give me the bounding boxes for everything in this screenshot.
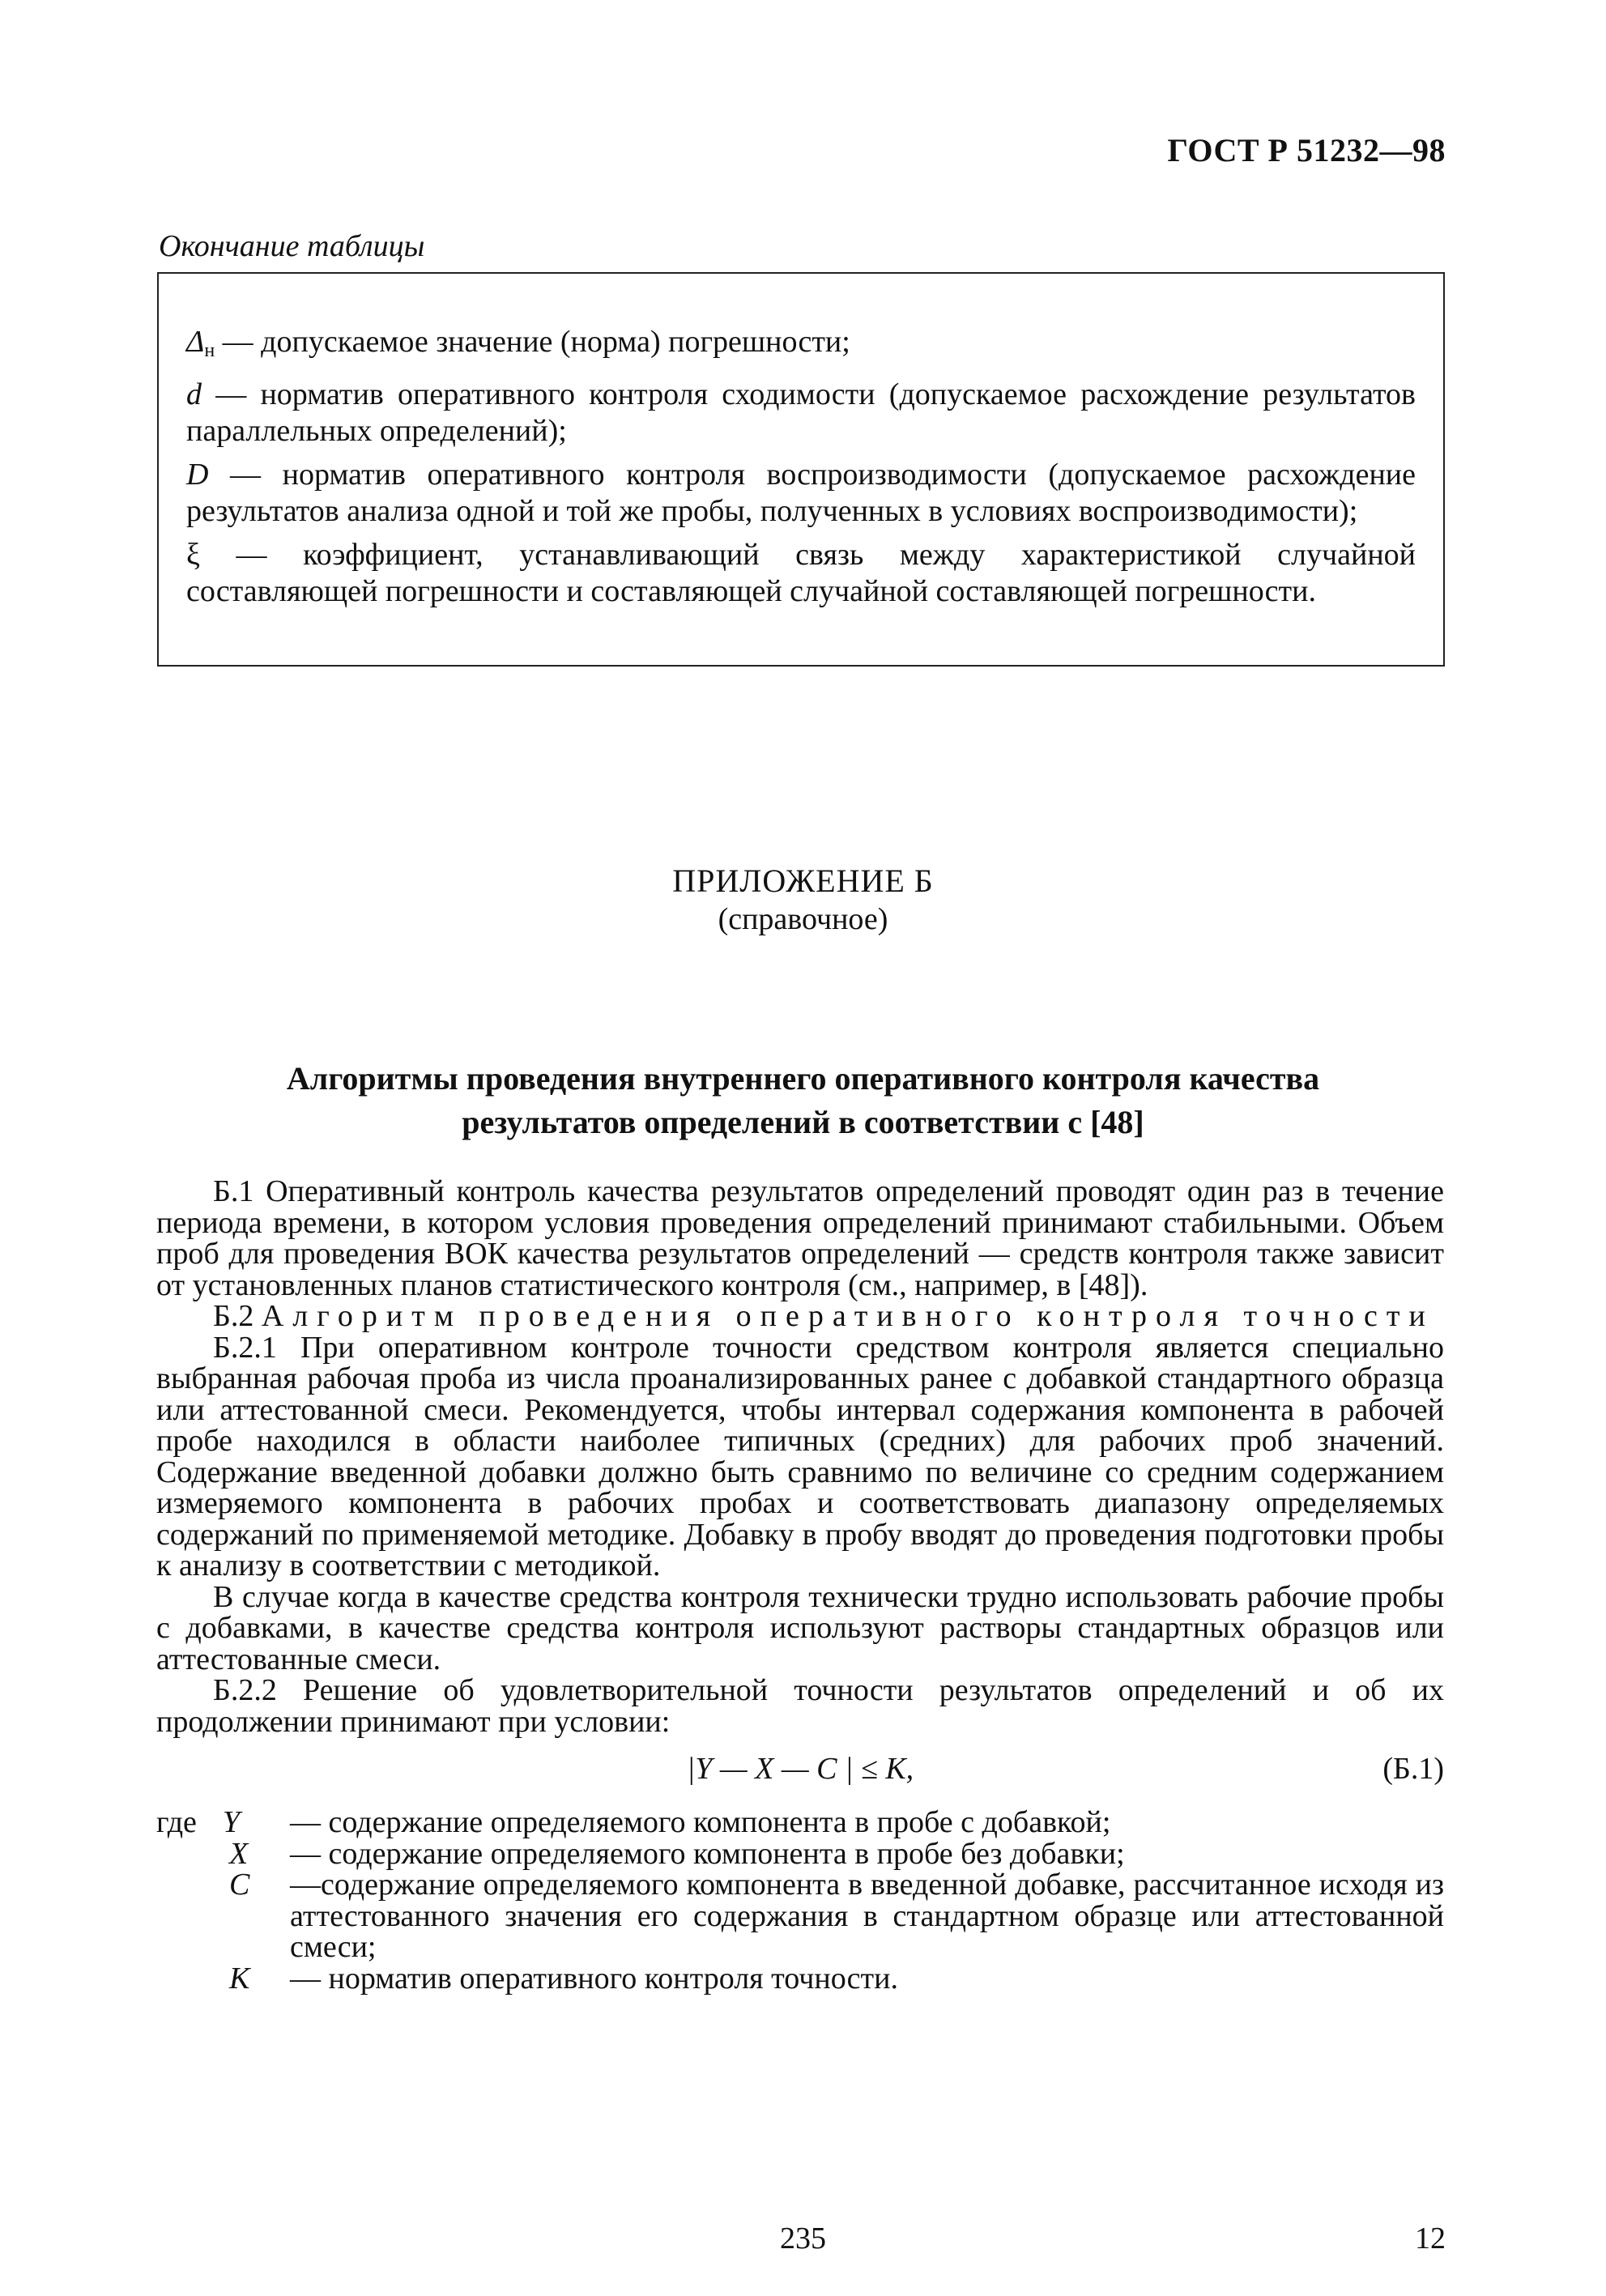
where-item bbox=[156, 1807, 1444, 1838]
note-text: — допускаемое значение (норма) погрешности; bbox=[215, 325, 850, 359]
where-item bbox=[156, 1838, 1444, 1870]
note-text: — коэффициент, устанавливающий связь между характеристикой случайной составляющей погрешности и составляющей случайной составляющей погрешности. bbox=[186, 538, 1416, 608]
formula-number: (Б.1) bbox=[1382, 1752, 1444, 1786]
note-text: — норматив оперативного контроля воспроизводимости (допускаемое расхождение результатов анализа одной и той же пробы, полученных в условиях воспроизводимости); bbox=[186, 458, 1416, 528]
paragraph-case: В случае когда в качестве средства контроля технически трудно использовать рабочие пробы с добавками, в качестве средства контроля используют растворы стандартных образцов или аттестованные смеси. bbox=[156, 1579, 1444, 1676]
note-xi bbox=[186, 537, 1416, 610]
where-symbol: C bbox=[229, 1868, 250, 1902]
clause-number: Б.2 bbox=[213, 1299, 262, 1333]
paragraph-b2-title bbox=[156, 1301, 1444, 1332]
paragraph-b1: Б.1 Оперативный контроль качества результатов определений проводят один раз в течение периода времени, в котором условия проведения определений принимают стабильными. Объем проб для проведения ВОК качества результатов определений — средств контроля также зависит от установленных планов статистического контроля (см., например, в [48]). bbox=[156, 1174, 1444, 1302]
note-D bbox=[186, 457, 1416, 530]
appendix-subtitle: (справочное) bbox=[718, 902, 888, 936]
where-symbol: Y bbox=[223, 1805, 241, 1839]
clause-title: Алгоритм проведения оперативного контроля точности bbox=[261, 1299, 1434, 1333]
table-end-caption: Окончание таблицы bbox=[159, 229, 425, 263]
where-text: — содержание определяемого компонента в пробе с добавкой; bbox=[290, 1805, 1111, 1839]
note-d bbox=[186, 377, 1416, 449]
formula-row bbox=[156, 1749, 1444, 1797]
note-symbol: d bbox=[186, 377, 202, 411]
page-number: 235 bbox=[780, 2221, 826, 2256]
note-symbol: ξ bbox=[186, 538, 200, 572]
section-heading bbox=[0, 1057, 1606, 1144]
where-symbol: X bbox=[229, 1836, 249, 1871]
note-delta bbox=[186, 324, 1416, 369]
formula-expression: |Y — X — C | ≤ K, bbox=[686, 1752, 914, 1786]
paragraph-b22: Б.2.2 Решение об удовлетворительной точности результатов определений и об их продолжении принимают при условии: bbox=[156, 1673, 1444, 1739]
note-symbol: Δ bbox=[186, 325, 205, 359]
where-item bbox=[156, 1963, 1444, 1995]
where-text: — норматив оперативного контроля точности. bbox=[290, 1961, 898, 1996]
appendix-title: ПРИЛОЖЕНИЕ Б bbox=[672, 863, 934, 899]
section-heading-line: Алгоритмы проведения внутреннего оперативного контроля качества bbox=[286, 1060, 1320, 1097]
gost-code-header: ГОСТ Р 51232—98 bbox=[1167, 132, 1446, 168]
where-list bbox=[156, 1807, 1444, 1994]
sheet-number: 12 bbox=[1415, 2221, 1446, 2256]
where-text: —содержание определяемого компонента в введенной добавке, рассчитанное исходя из аттестованного значения его содержания в стандартном образце или аттестованной смеси; bbox=[290, 1868, 1444, 1964]
paragraph-b21: Б.2.1 При оперативном контроле точности средством контроля является специально выбранная рабочая проба из числа проанализированных ранее с добавкой стандартного образца или аттестованной смеси. Рекомендуется, чтобы интервал содержания компонента в рабочей пробе находился в области наиболее типичных (средних) для рабочих проб значений. Содержание введенной добавки должно быть сравнимо по величине со средним содержанием измеряемого компонента в рабочих пробах и соответствовать диапазону определяемых содержаний по применяемой методике. Добавку в пробу вводят до проведения подготовки пробы к анализу в соответствии с методикой. bbox=[156, 1330, 1444, 1582]
section-heading-line: результатов определений в соответствии с [48] bbox=[462, 1104, 1144, 1140]
where-text: — содержание определяемого компонента в пробе без добавки; bbox=[290, 1836, 1125, 1871]
where-item bbox=[156, 1869, 1444, 1963]
where-symbol: K bbox=[229, 1961, 250, 1996]
table-notes-box bbox=[157, 272, 1445, 667]
where-lead: где bbox=[156, 1805, 197, 1839]
note-text: — норматив оперативного контроля сходимости (допускаемое расхождение результатов параллельных определений); bbox=[186, 377, 1416, 448]
note-subscript: н bbox=[204, 340, 215, 361]
note-symbol: D bbox=[186, 458, 209, 492]
body-text bbox=[156, 1176, 1444, 1994]
